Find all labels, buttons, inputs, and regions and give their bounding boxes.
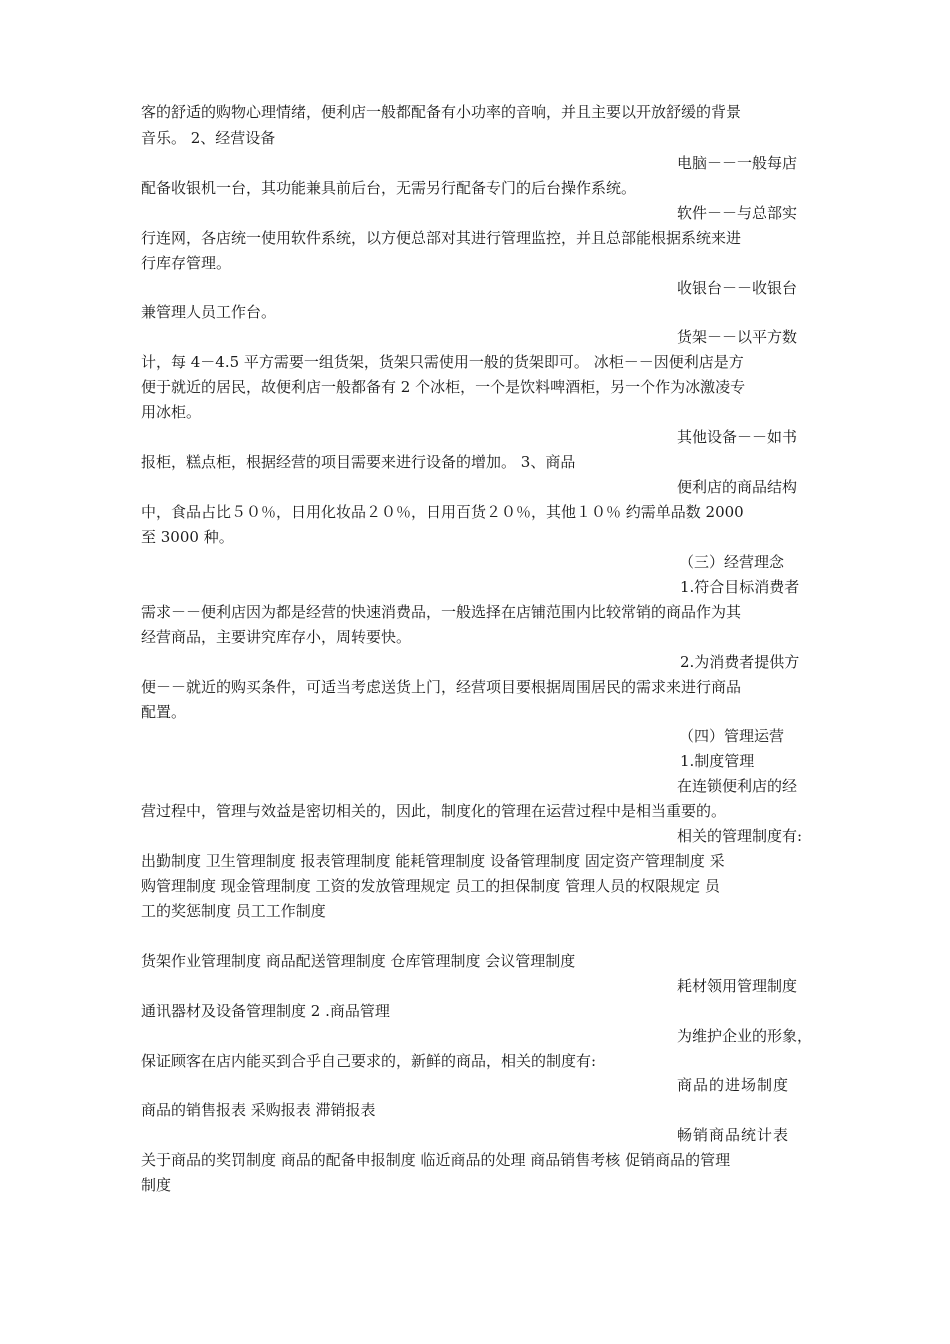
section-heading: （四）管理运营	[679, 727, 785, 745]
text-line: 计，每 4－4.5 平方需要一组货架，货架只需使用一般的货架即可。 冰柜－－因便利店是方	[141, 353, 744, 371]
text-line: 报柜，糕点柜，根据经营的项目需要来进行设备的增加。 3、商品	[141, 453, 576, 471]
text-line: 2.为消费者提供方	[680, 653, 800, 671]
text-line: 音乐。 2、经营设备	[141, 129, 276, 147]
text-line: 客的舒适的购物心理情绪，便利店一般都配备有小功率的音响，并且主要以开放舒缓的背景	[141, 103, 742, 121]
text-line: 1.符合目标消费者	[680, 578, 800, 596]
text-line: 配备收银机一台，其功能兼具前后台，无需另行配备专门的后台操作系统。	[141, 179, 637, 197]
text-line: 出勤制度 卫生管理制度 报表管理制度 能耗管理制度 设备管理制度 固定资产管理制度 采	[141, 852, 725, 870]
text-line: 商品的进场制度	[677, 1076, 790, 1094]
text-line: 需求－－便利店因为都是经营的快速消费品，一般选择在店铺范围内比较常销的商品作为其	[141, 603, 742, 621]
text-line: 便利店的商品结构	[677, 478, 798, 496]
text-line: 货架－－以平方数	[677, 328, 798, 346]
text-line: 中，食品占比５０％，日用化妆品２０％，日用百货２０％，其他１０％ 约需单品数 2000	[141, 503, 744, 521]
text-line: 通讯器材及设备管理制度 2 .商品管理	[141, 1002, 390, 1020]
text-line: 软件－－与总部实	[677, 204, 798, 222]
text-line: 工的奖惩制度 员工工作制度	[141, 902, 326, 920]
text-line: 商品的销售报表 采购报表 滞销报表	[141, 1101, 376, 1119]
text-line: 配置。	[141, 703, 187, 721]
text-line: 营过程中，管理与效益是密切相关的，因此，制度化的管理在运营过程中是相当重要的。	[141, 802, 727, 820]
text-line: 行连网，各店统一使用软件系统，以方便总部对其进行管理监控，并且总部能根据系统来进	[141, 229, 742, 247]
text-line: 耗材领用管理制度	[677, 977, 798, 995]
text-line: 便－－就近的购买条件，可适当考虑送货上门，经营项目要根据周围居民的需求来进行商品	[141, 678, 742, 696]
text-line: 经营商品，主要讲究库存小，周转要快。	[141, 628, 412, 646]
subsection-heading: 1.制度管理	[680, 752, 755, 770]
text-line: 为维护企业的形象，	[677, 1027, 813, 1045]
text-line: 用冰柜。	[141, 403, 202, 421]
text-line: 保证顾客在店内能买到合乎自己要求的，新鲜的商品，相关的制度有:	[141, 1052, 597, 1070]
text-line: 收银台－－收银台	[677, 279, 798, 297]
text-line: 畅销商品统计表	[677, 1126, 790, 1144]
text-line: 便于就近的居民，故便利店一般都备有 2 个冰柜，一个是饮料啤酒柜，另一个作为冰激凌专	[141, 378, 746, 396]
text-line: 其他设备－－如书	[677, 428, 798, 446]
text-line: 相关的管理制度有:	[677, 827, 803, 845]
text-line: 关于商品的奖罚制度 商品的配备申报制度 临近商品的处理 商品销售考核 促销商品的管理	[141, 1151, 731, 1169]
text-line: 兼管理人员工作台。	[141, 303, 277, 321]
text-line: 购管理制度 现金管理制度 工资的发放管理规定 员工的担保制度 管理人员的权限规定 员	[141, 877, 720, 895]
text-line: 电脑－－一般每店	[677, 154, 798, 172]
text-line: 行库存管理。	[141, 254, 232, 272]
text-line: 在连锁便利店的经	[677, 777, 798, 795]
text-line: 至 3000 种。	[141, 528, 234, 546]
text-line: 货架作业管理制度 商品配送管理制度 仓库管理制度 会议管理制度	[141, 952, 576, 970]
text-line: 制度	[141, 1176, 172, 1194]
section-heading: （三）经营理念	[679, 553, 785, 571]
